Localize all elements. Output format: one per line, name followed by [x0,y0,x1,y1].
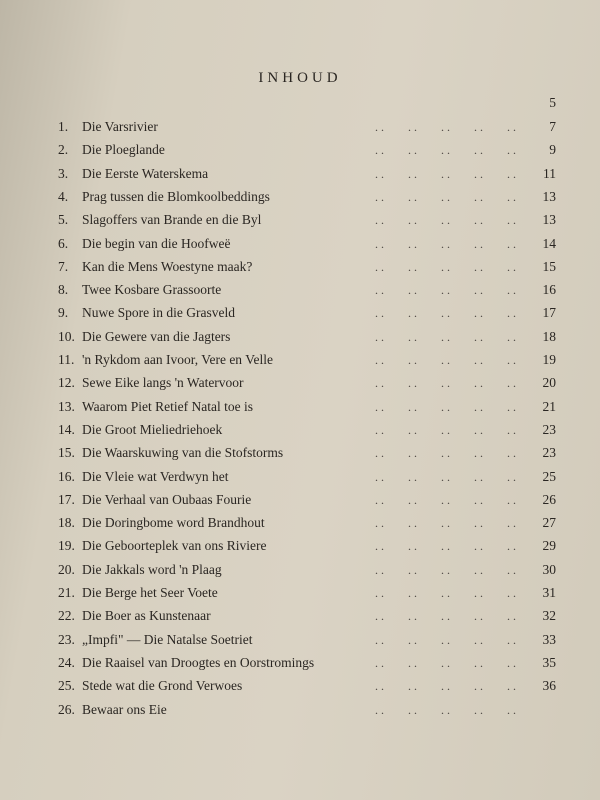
entry-title: Die Groot Mieliedriehoek [82,421,223,437]
entry-page-number: 21 [542,398,556,414]
entry-number: 14. [58,421,75,437]
entry-number: 2. [58,142,69,158]
entry-number: 10. [58,328,75,344]
toc-entry [58,187,556,207]
entry-page-number: 23 [542,445,556,461]
entry-title: Die Jakkals word 'n Plaag [82,561,222,577]
dot-leader: . . . . . . . . . . [375,120,516,134]
entry-title: Die begin van die Hoofweë [82,235,231,251]
toc-entry [58,490,556,510]
entry-title: Nuwe Spore in die Grasveld [82,305,235,321]
entry-page-number: 31 [542,585,556,600]
entry-number: 11. [58,352,75,367]
toc-entry [58,303,556,323]
entry-page-number: 15 [542,258,556,274]
entry-title: Die Vleie wat Verdwyn het [82,468,229,484]
entry-page-number: 19 [542,352,556,367]
toc-entry [58,117,556,137]
entry-number: 5. [58,212,69,228]
entry-page-number: 26 [542,491,556,507]
entry-page-number: 32 [542,608,556,624]
entry-page-number: 18 [542,328,556,344]
toc-entry [58,467,556,487]
entry-number: 8. [58,282,69,298]
dot-leader: . . . . . . . . . . [375,679,516,694]
entry-title: Twee Kosbare Grassoorte [82,282,222,298]
entry-title: Stede wat die Grond Verwoes [82,678,243,694]
dot-leader: . . . . . . . . . . [375,492,516,507]
entry-page-number: 17 [542,305,556,321]
entry-title: Die Geboorteplek van ons Riviere [82,538,267,554]
dot-leader: . . . . . . . . . . [375,189,516,204]
entry-title: Prag tussen die Blomkoolbeddings [82,188,270,204]
entry-title: Die Waarskuwing van die Stofstorms [82,445,284,461]
entry-number: 26. [58,701,75,717]
entry-page-number: 27 [542,515,556,531]
entry-number: 1. [58,119,69,134]
entry-title: Die Gewere van die Jagters [82,328,231,344]
entry-title: Die Verhaal van Oubaas Fourie [82,491,252,507]
intro-page-number: 5 [549,95,556,110]
toc-entry [58,606,556,626]
dot-leader: . . . . . . . . . . [375,376,516,391]
entry-number: 24. [58,654,75,670]
entry-page-number: 7 [549,119,556,134]
dot-leader: . . . . . . . . . . [375,306,516,321]
toc-entry [58,234,556,254]
entry-number: 17. [58,491,75,507]
toc-entry [58,280,556,300]
entry-title: Die Raaisel van Droogtes en Oorstromings [82,654,315,670]
dot-leader: . . . . . . . . . . [375,539,516,554]
entry-number: 12. [58,375,75,391]
dot-leader: . . . . . . . . . . [375,446,516,461]
entry-title: Die Berge het Seer Voete [82,585,218,600]
entry-page-number: 13 [542,212,556,228]
toc-entry [58,397,556,417]
dot-leader: . . . . . . . . . . [375,166,516,181]
entry-number: 15. [58,445,75,461]
toc-entry [58,513,556,533]
dot-leader: . . . . . . . . . . [375,399,516,414]
toc-entry [58,536,556,556]
dot-leader: . . . . . . . . . . [375,586,516,600]
entry-title: Die Ploeglande [82,142,165,158]
dot-leader: . . . . . . . . . . [375,609,516,624]
dot-leader: . . . . . . . . . . [375,469,516,484]
entry-title: Waarom Piet Retief Natal toe is [82,398,253,414]
entry-page-number: 13 [542,188,556,204]
toc-entry [58,210,556,230]
toc-entry [58,140,556,160]
toc-entry [58,676,556,696]
dot-leader: . . . . . . . . . . [375,422,516,437]
entry-title: Die Varsrivier [82,119,158,134]
entry-number: 6. [58,235,69,251]
entry-number: 3. [58,165,69,181]
toc-entry [58,327,556,347]
entry-number: 19. [58,538,75,554]
toc-entry [58,350,556,370]
dot-leader: . . . . . . . . . . [375,516,516,531]
toc-entry [58,373,556,393]
dot-leader: . . . . . . . . . . [375,283,516,298]
dot-leader: . . . . . . . . . . [375,236,516,251]
toc-entry [58,257,556,277]
dot-leader: . . . . . . . . . . [375,143,516,158]
toc-entry [58,583,556,603]
entry-page-number: 14 [542,235,556,251]
entry-number: 21. [58,585,75,600]
entry-page-number: 29 [542,538,556,554]
entry-number: 4. [58,188,69,204]
dot-leader: . . . . . . . . . . [375,213,516,228]
page-title: INHOUD [258,70,342,86]
entry-number: 22. [58,608,75,624]
entry-page-number: 35 [542,654,556,670]
toc-entry [58,630,556,650]
entry-title: Kan die Mens Woestyne maak? [82,258,253,274]
entry-page-number: 16 [542,282,556,298]
entry-title: Die Doringbome word Brandhout [82,515,265,531]
toc-entry [58,653,556,673]
toc-entry [58,560,556,580]
entry-page-number: 33 [542,631,556,647]
entry-title: Die Boer as Kunstenaar [82,608,211,624]
dot-leader: . . . . . . . . . . [375,329,516,344]
toc-entry [58,164,556,184]
entry-number: 13. [58,398,75,414]
dot-leader: . . . . . . . . . . [375,562,516,577]
entry-number: 20. [58,561,75,577]
entry-title: Slagoffers van Brande en die Byl [82,212,262,228]
toc-entry [58,700,556,720]
toc-entry [58,443,556,463]
entry-number: 18. [58,515,75,531]
entry-number: 25. [58,678,75,694]
dot-leader: . . . . . . . . . . [375,702,516,717]
entry-page-number: 36 [542,678,556,694]
entry-title: 'n Rykdom aan Ivoor, Vere en Velle [82,352,273,367]
entry-page-number: 25 [542,468,556,484]
dot-leader: . . . . . . . . . . [375,632,516,647]
entry-page-number: 20 [542,375,556,391]
entry-number: 23. [58,631,75,647]
entry-page-number: 11 [543,165,556,181]
entry-page-number: 30 [542,561,556,577]
dot-leader: . . . . . . . . . . [375,259,516,274]
entry-page-number: 9 [549,142,556,158]
entry-title: Die Eerste Waterskema [82,165,209,181]
dot-leader: . . . . . . . . . . [375,353,516,367]
toc-entry [58,420,556,440]
entry-title: Bewaar ons Eie [82,701,167,717]
entry-title: „Impfi" — Die Natalse Soetriet [82,631,253,647]
dot-leader: . . . . . . . . . . [375,655,516,670]
entry-title: Sewe Eike langs 'n Watervoor [82,375,244,391]
entry-page-number: 23 [542,421,556,437]
entry-number: 7. [58,258,69,274]
entry-number: 16. [58,468,75,484]
entry-number: 9. [58,305,69,321]
